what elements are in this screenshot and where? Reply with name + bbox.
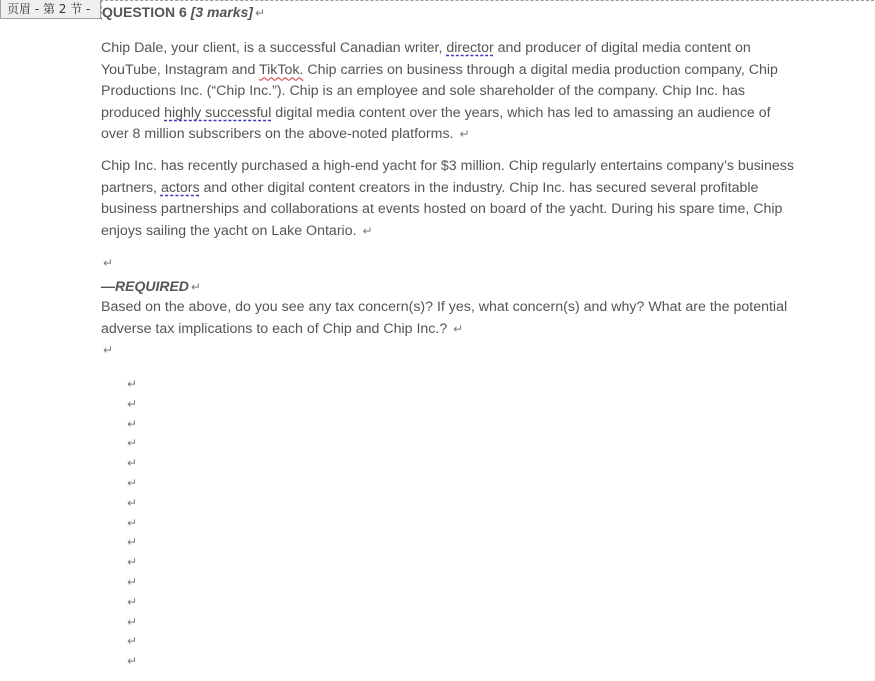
empty-answer-line[interactable]: ↵: [127, 634, 138, 649]
grammar-flag-director[interactable]: director: [446, 40, 494, 56]
empty-paragraph[interactable]: [101, 253, 801, 275]
paragraph-mark: ↵: [190, 280, 201, 294]
empty-answer-line[interactable]: ↵: [127, 614, 138, 629]
text-segment: and producer of digital media content on YouTube, Instagram and: [101, 40, 751, 78]
empty-answer-line[interactable]: ↵: [127, 495, 138, 510]
paragraph-required-question[interactable]: [101, 297, 801, 340]
question-number: QUESTION 6: [102, 4, 187, 20]
text-segment: and other digital content creators in the industry. Chip Inc. has secured several profitable business partnerships and collaborations at events hosted on board of the yacht. During his spare time, Chip enjoys sailing the yacht on Lake Ontario.: [101, 179, 783, 239]
paragraph-mark: ↵: [459, 127, 470, 141]
empty-answer-line[interactable]: ↵: [127, 377, 138, 391]
paragraph-client-background[interactable]: [101, 38, 801, 146]
required-label: —REQUIRED: [101, 278, 189, 294]
empty-answer-line[interactable]: ↵: [127, 436, 138, 451]
empty-paragraph[interactable]: [101, 340, 801, 362]
header-section-tag[interactable]: 页眉 - 第 2 节 -: [0, 0, 101, 19]
empty-answer-line[interactable]: ↵: [127, 555, 138, 570]
grammar-flag-actors[interactable]: actors: [160, 179, 200, 196]
empty-answer-line[interactable]: ↵: [127, 456, 138, 471]
text-segment: Chip Inc. has recently purchased a high-end yacht for $3 million. Chip regularly entertains company’s business partners,: [101, 158, 794, 196]
paragraph-mark: ↵: [103, 256, 114, 270]
header-boundary-line: [0, 0, 874, 1]
empty-answer-line[interactable]: ↵: [127, 396, 138, 411]
empty-answer-line[interactable]: ↵: [127, 594, 138, 609]
question-title: [102, 3, 265, 22]
text-segment: Chip carries on business through a digital media production company, Chip Productions Inc. (“Chip Inc.”). Chip is an employee and sole shareholder of the company. Chip Inc. has produced: [101, 61, 778, 121]
text-segment: digital media content over the years, which has led to amassing an audience of over 8 million subscribers on the above-noted platforms.: [101, 104, 771, 142]
empty-answer-line[interactable]: ↵: [127, 475, 138, 490]
required-heading: [101, 276, 201, 297]
answer-space[interactable]: [127, 375, 137, 672]
empty-answer-line[interactable]: ↵: [127, 574, 138, 589]
empty-answer-line[interactable]: ↵: [127, 515, 138, 530]
paragraph-mark: ↵: [362, 223, 373, 238]
grammar-flag-highly-successful[interactable]: highly successful: [164, 104, 272, 121]
question-marks: [3 marks]: [190, 4, 253, 20]
paragraph-mark: ↵: [103, 343, 114, 357]
empty-answer-line[interactable]: ↵: [127, 654, 138, 669]
spelling-flag-tiktok[interactable]: TikTok.: [259, 61, 304, 78]
text-segment: Chip Dale, your client, is a successful Canadian writer,: [101, 40, 447, 56]
text-segment: Based on the above, do you see any tax concern(s)? If yes, what concern(s) and why? What are the potential adverse tax implications to each of Chip and Chip Inc.?: [101, 299, 788, 337]
empty-answer-line[interactable]: ↵: [127, 535, 138, 550]
paragraph-mark: ↵: [254, 6, 266, 20]
paragraph-mark: ↵: [453, 321, 464, 336]
paragraph-yacht-purchase[interactable]: [101, 156, 801, 242]
empty-answer-line[interactable]: ↵: [127, 416, 138, 431]
